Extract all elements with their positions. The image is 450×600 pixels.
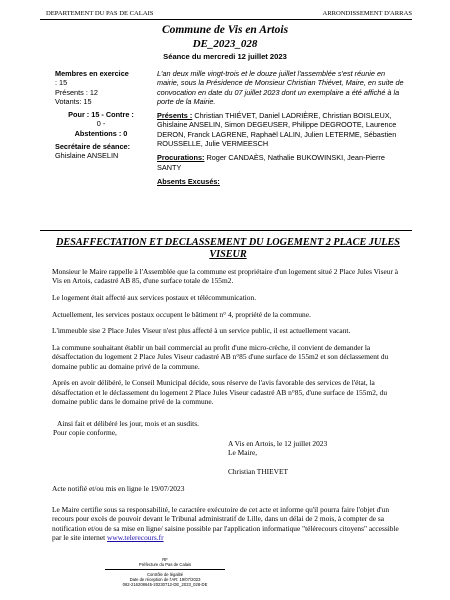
telerecours-link[interactable]: www.telerecours.fr — [107, 532, 164, 542]
section-divider — [40, 230, 412, 231]
prefecture-stamp — [105, 557, 225, 597]
signature-name: Christian THIEVET — [228, 466, 289, 476]
stamp-reference: 062-216208645-20230712-DE_2023_028-DE — [122, 582, 208, 588]
signature-place-date: A Vis en Artois, le 12 juillet 2023 — [228, 439, 328, 448]
stamp-control: Contrôle de légalité — [146, 572, 184, 577]
seance-date: Séance du mercredi 12 juillet 2023 — [163, 52, 287, 61]
paragraph: Actuellement, les services postaux occupent le bâtiment n° 4, propriété de la commune. — [52, 309, 311, 319]
presents-names: Christian THIÉVET, Daniel LADRIÈRE, Christian BOISLEUX, Ghislaine ANSELIN, Simon DEGEUSER, Philippe DEGROOTE, Laurence DERON, Franck LAGRENE, Raphaël LALIN, Julien LETERME, Sébastien ROUSSELLE, Julie VERMEESCH — [157, 111, 397, 149]
header-divider — [40, 19, 412, 20]
procurations-names: Roger CANDAÈS, Nathalie BUKOWINSKI, Jean-Pierre SANTY — [157, 153, 385, 172]
members-block — [55, 69, 147, 106]
presents-block — [157, 111, 407, 148]
session-intro: L'an deux mille vingt-trois et le douze juillet l'assemblée s'est réunie en mairie, sous la Présidence de Monsieur Christian Thiévet, Maire, en suite de convocation en date du 07 juillet 2023 dont un exemplaire a été affiché à la porte de la Mairie. — [157, 69, 404, 106]
absents-block — [157, 177, 407, 186]
stamp-date: Date de réception de l'AR: 19/07/2023 — [129, 577, 201, 583]
procurations-block — [157, 153, 407, 172]
abstentions-count: Abstentions : 0 — [74, 128, 128, 138]
paragraph: Monsieur le Maire rappelle à l'Assemblée que la commune est propriétaire d'un logement situé 2 Place Jules Viseur à Vis en Artois, cadastré AB 85, d'une surface totale de 155m2. — [52, 267, 399, 286]
header-arrondissement: ARRONDISSEMENT D'ARRAS — [322, 10, 412, 17]
closing-block — [53, 419, 199, 438]
commune-title: Commune de Vis en Artois — [161, 24, 289, 36]
presents-count: Présents : 12 — [55, 87, 98, 97]
session-details — [157, 69, 407, 191]
paragraph: Le logement était affecté aux services postaux et télécommunication. — [52, 292, 257, 302]
members-label: Membres en exercice — [55, 69, 129, 78]
notification-date: Acte notifié et/ou mis en ligne le 19/07/2023 — [52, 484, 185, 493]
secretary-name: Ghislaine ANSELIN — [55, 151, 119, 161]
vote-block — [55, 110, 147, 138]
legal-notice-text: Le Maire certifie sous sa responsabilité, le caractère exécutoire de cet acte et informe qu'il pourra faire l'objet d'un recours pour excès de pouvoir devant le Tribunal administratif de Lille, dans un délai de 2 mois, à compter de sa notification et/ou de sa mise en ligne/ saisine possible par l'application informatique "télérecours citoyens" accessible par le site internet — [52, 505, 399, 542]
attendance-stats — [55, 69, 147, 165]
closing-line: Ainsi fait et délibéré les jour, mois et an susdits. — [57, 419, 199, 428]
pour-line: Pour : 15 - Contre : — [68, 110, 134, 120]
stamp-prefecture: Préfecture du Pas de Calais — [138, 562, 192, 568]
closing-line: Pour copie conforme, — [53, 428, 117, 438]
absents-label: Absents Excusés: — [157, 176, 220, 186]
votants-count: Votants: 15 — [55, 96, 92, 106]
procurations-label: Procurations: — [157, 153, 205, 163]
presents-label: Présents : — [157, 111, 193, 121]
paragraph: Après en avoir délibéré, le Conseil Municipal décide, sous réserve de l'avis favorable des services de l'état, la désaffectation et le déclassement du logement 2 Place Jules Viseur cadastré AB n°85, d'une surface de 155m2, du domaine public dans le domaine privé de la commune. — [52, 378, 388, 406]
deliberation-number: DE_2023_028 — [192, 38, 258, 50]
members-value: : 15 — [55, 78, 68, 88]
paragraph: La commune souhaitant établir un bail commercial au profit d'une micro-crèche, il convient de demander la désaffectation du logement 2 Place Jules Viseur cadastré AB n°85 d'une surface de 155m2 et son déclassement du domaine public au domaine privé de la commune. — [52, 343, 389, 371]
paragraph: L'immeuble sise 2 Place Jules Viseur n'est plus affecté à un service public, il est actuellement vacant. — [52, 326, 351, 336]
header-department: DEPARTEMENT DU PAS DE CALAIS — [46, 10, 154, 17]
stamp-rf: RF — [162, 557, 168, 562]
secretary-block — [55, 142, 147, 161]
deliberation-subject: DESAFFECTATION ET DECLASSEMENT DU LOGEMENT 2 PLACE JULES VISEUR — [56, 237, 400, 260]
signature-title: Le Maire, — [228, 448, 258, 458]
legal-notice — [52, 505, 404, 542]
secretary-label: Secrétaire de séance: — [55, 142, 131, 152]
contre-value: 0 - — [96, 119, 106, 129]
deliberation-body — [52, 267, 404, 414]
signature-block — [228, 439, 327, 476]
